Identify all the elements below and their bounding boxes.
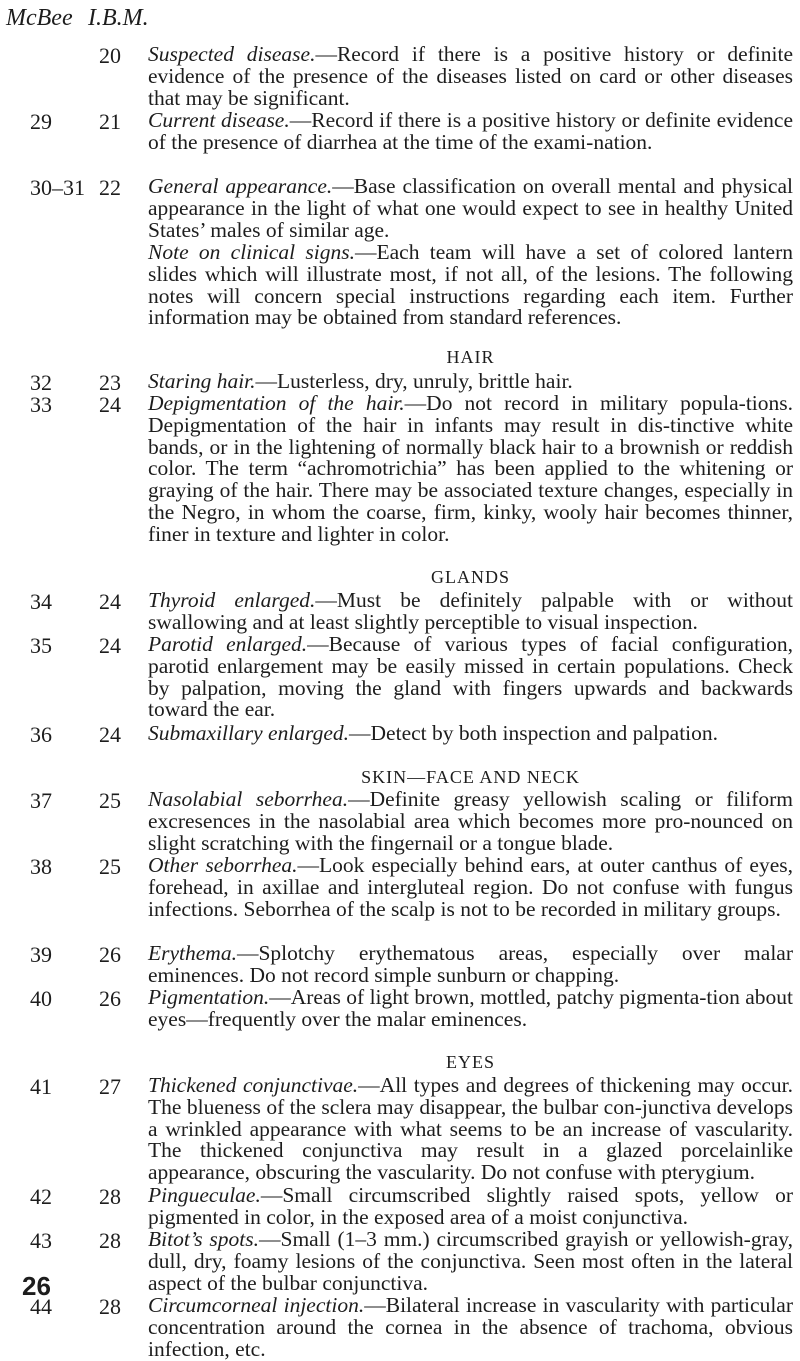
mcbee-number: 41 [30, 1074, 52, 1099]
mcbee-number: 34 [30, 589, 52, 614]
ibm-number: 24 [99, 633, 121, 658]
ibm-number: 21 [99, 109, 121, 134]
entry-term: Other seborrhea. [148, 853, 298, 877]
entry-term: Pigmentation. [148, 985, 270, 1009]
entry-term: Depigmentation of the hair. [148, 391, 405, 415]
ibm-number: 28 [99, 1228, 121, 1253]
ibm-number: 25 [99, 788, 121, 813]
entry-term: Staring hair. [148, 369, 256, 393]
section-heading-skin: SKIN—FACE AND NECK [361, 767, 580, 787]
note-text [148, 242, 793, 329]
mcbee-number: 33 [30, 392, 52, 417]
mcbee-number: 30–31 [30, 175, 85, 200]
entry-text [148, 1185, 793, 1229]
entry-term: Thyroid enlarged. [148, 588, 316, 612]
entry-term: Current disease. [148, 108, 290, 132]
mcbee-number: 44 [30, 1294, 52, 1319]
ibm-number: 25 [99, 854, 121, 879]
section-heading-eyes: EYES [446, 1052, 495, 1072]
entry-body: —Areas of light brown, mottled, patchy pigmenta-tion about eyes—frequently over the malar eminences. [148, 985, 793, 1031]
entry-term: Suspected disease. [148, 42, 316, 66]
entry-body: —Base classification on overall mental and physical appearance in the light of what one would expect to see in healthy United States’ males of similar age. [148, 174, 793, 242]
ibm-number: 24 [99, 722, 121, 747]
mcbee-column-header: McBee [6, 5, 73, 31]
entry-term: Submaxillary enlarged. [148, 721, 350, 745]
mcbee-number: 32 [30, 370, 52, 395]
entry-body: —Bilateral increase in vascularity with particular concentration around the cornea in the absence of trachoma, obvious infection, etc. [148, 1293, 794, 1361]
ibm-number: 23 [99, 370, 121, 395]
mcbee-number: 35 [30, 633, 52, 658]
entry-text [148, 44, 793, 109]
entry-text [148, 393, 793, 546]
mcbee-number: 36 [30, 722, 52, 747]
ibm-number: 26 [99, 986, 121, 1011]
ibm-number: 28 [99, 1184, 121, 1209]
mcbee-number: 37 [30, 788, 52, 813]
mcbee-number: 38 [30, 854, 52, 879]
entry-text [148, 1075, 793, 1184]
entry-body: —Record if there is a positive history or definite evidence of the presence of the diseases listed on card or other diseases that may be significant. [148, 42, 794, 110]
entry-term: Thickened conjunctivae. [148, 1073, 359, 1097]
entry-body: —All types and degrees of thickening may occur. The blueness of the sclera may disappear, the bulbar con-junctiva develops a wrinkled appearance with what seems to be an increase of vascularity. The thickened conjunctiva may result in a glazed porcelainlike appearance, obscuring the vascularity. Do not confuse with pterygium. [148, 1073, 793, 1185]
ibm-number: 20 [99, 43, 121, 68]
entry-body: —Splotchy erythematous areas, especially over malar eminences. Do not record simple sunburn or chapping. [148, 941, 793, 987]
entry-text [148, 634, 793, 721]
mcbee-number: 40 [30, 986, 52, 1011]
entry-term: Erythema. [148, 941, 237, 965]
entry-text [148, 590, 793, 634]
entry-body: —Definite greasy yellowish scaling or filiform excresences in the nasolabial area which becomes more pro-nounced on slight scratching with the fingernail or a tongue blade. [148, 787, 793, 855]
entry-body: —Small circumscribed slightly raised spots, yellow or pigmented in color, in the exposed area of a moist conjunctiva. [148, 1183, 793, 1229]
ibm-number: 24 [99, 392, 121, 417]
entry-text [148, 1295, 793, 1360]
entry-body: —Must be definitely palpable with or without swallowing and at least slightly perceptible to visual inspection. [148, 588, 793, 634]
entry-body: —Small (1–3 mm.) circumscribed grayish or yellowish-gray, dull, dry, foamy lesions of the conjunctiva. Seen most often in the lateral aspect of the bulbar conjunctiva. [148, 1227, 793, 1295]
ibm-number: 28 [99, 1294, 121, 1319]
mcbee-number: 42 [30, 1184, 52, 1209]
entry-term: Bitot’s spots. [148, 1227, 259, 1251]
entry-term: Circumcorneal injection. [148, 1293, 365, 1317]
entry-text [148, 943, 793, 987]
entry-body: —Because of various types of facial configuration, parotid enlargement may be easily missed in certain populations. Check by palpation, moving the gland with fingers upwards and backwards toward the ear. [148, 632, 793, 722]
entry-body: —Each team will have a set of colored lantern slides which will illustrate most, if not all, of the lesions. The following notes will concern special instructions regarding each item. Further information may be obtained from standard references. [148, 240, 793, 330]
entry-text [148, 987, 793, 1031]
ibm-column-header: I.B.M. [88, 5, 149, 31]
entry-term: Pingueculae. [148, 1183, 261, 1207]
ibm-number: 22 [99, 175, 121, 200]
entry-text [148, 371, 793, 393]
entry-text [148, 723, 793, 745]
entry-term: Nasolabial seborrhea. [148, 787, 349, 811]
entry-body: —Record if there is a positive history or definite evidence of the presence of diarrhea at the time of the exami-nation. [148, 108, 793, 154]
page-number: 26 [22, 1271, 51, 1301]
ibm-number: 26 [99, 942, 121, 967]
mcbee-number: 43 [30, 1228, 52, 1253]
entry-term: Note on clinical signs. [148, 240, 355, 264]
mcbee-number: 29 [30, 109, 52, 134]
ibm-number: 24 [99, 589, 121, 614]
entry-body: —Lusterless, dry, unruly, brittle hair. [255, 369, 573, 393]
entry-text [148, 789, 793, 854]
entry-body: —Look especially behind ears, at outer canthus of eyes, forehead, in axillae and intergluteal region. Do not confuse with fungus infections. Seborrhea of the scalp is not to be recorded in military groups. [148, 853, 793, 921]
entry-body: —Detect by both inspection and palpation. [349, 721, 719, 745]
section-heading-glands: GLANDS [430, 567, 510, 587]
entry-term: General appearance. [148, 174, 333, 198]
section-heading-hair: HAIR [446, 347, 495, 367]
entry-text [148, 1229, 793, 1294]
entry-term: Parotid enlarged. [148, 632, 308, 656]
ibm-number: 27 [99, 1074, 121, 1099]
entry-text [148, 176, 793, 241]
entry-body: —Do not record in military popula-tions. Depigmentation of the hair in infants may result in dis-tinctive white bands, or in the lightening of normally black hair to a brownish or reddish color. The term “achromotrichia” has been applied to the whitening or graying of the hair. There may be associated texture changes, especially in the Negro, in whom the coarse, firm, kinky, wooly hair becomes thinner, finer in texture and lighter in color. [148, 391, 794, 546]
mcbee-number: 39 [30, 942, 52, 967]
entry-text [148, 110, 793, 154]
entry-text [148, 855, 793, 920]
